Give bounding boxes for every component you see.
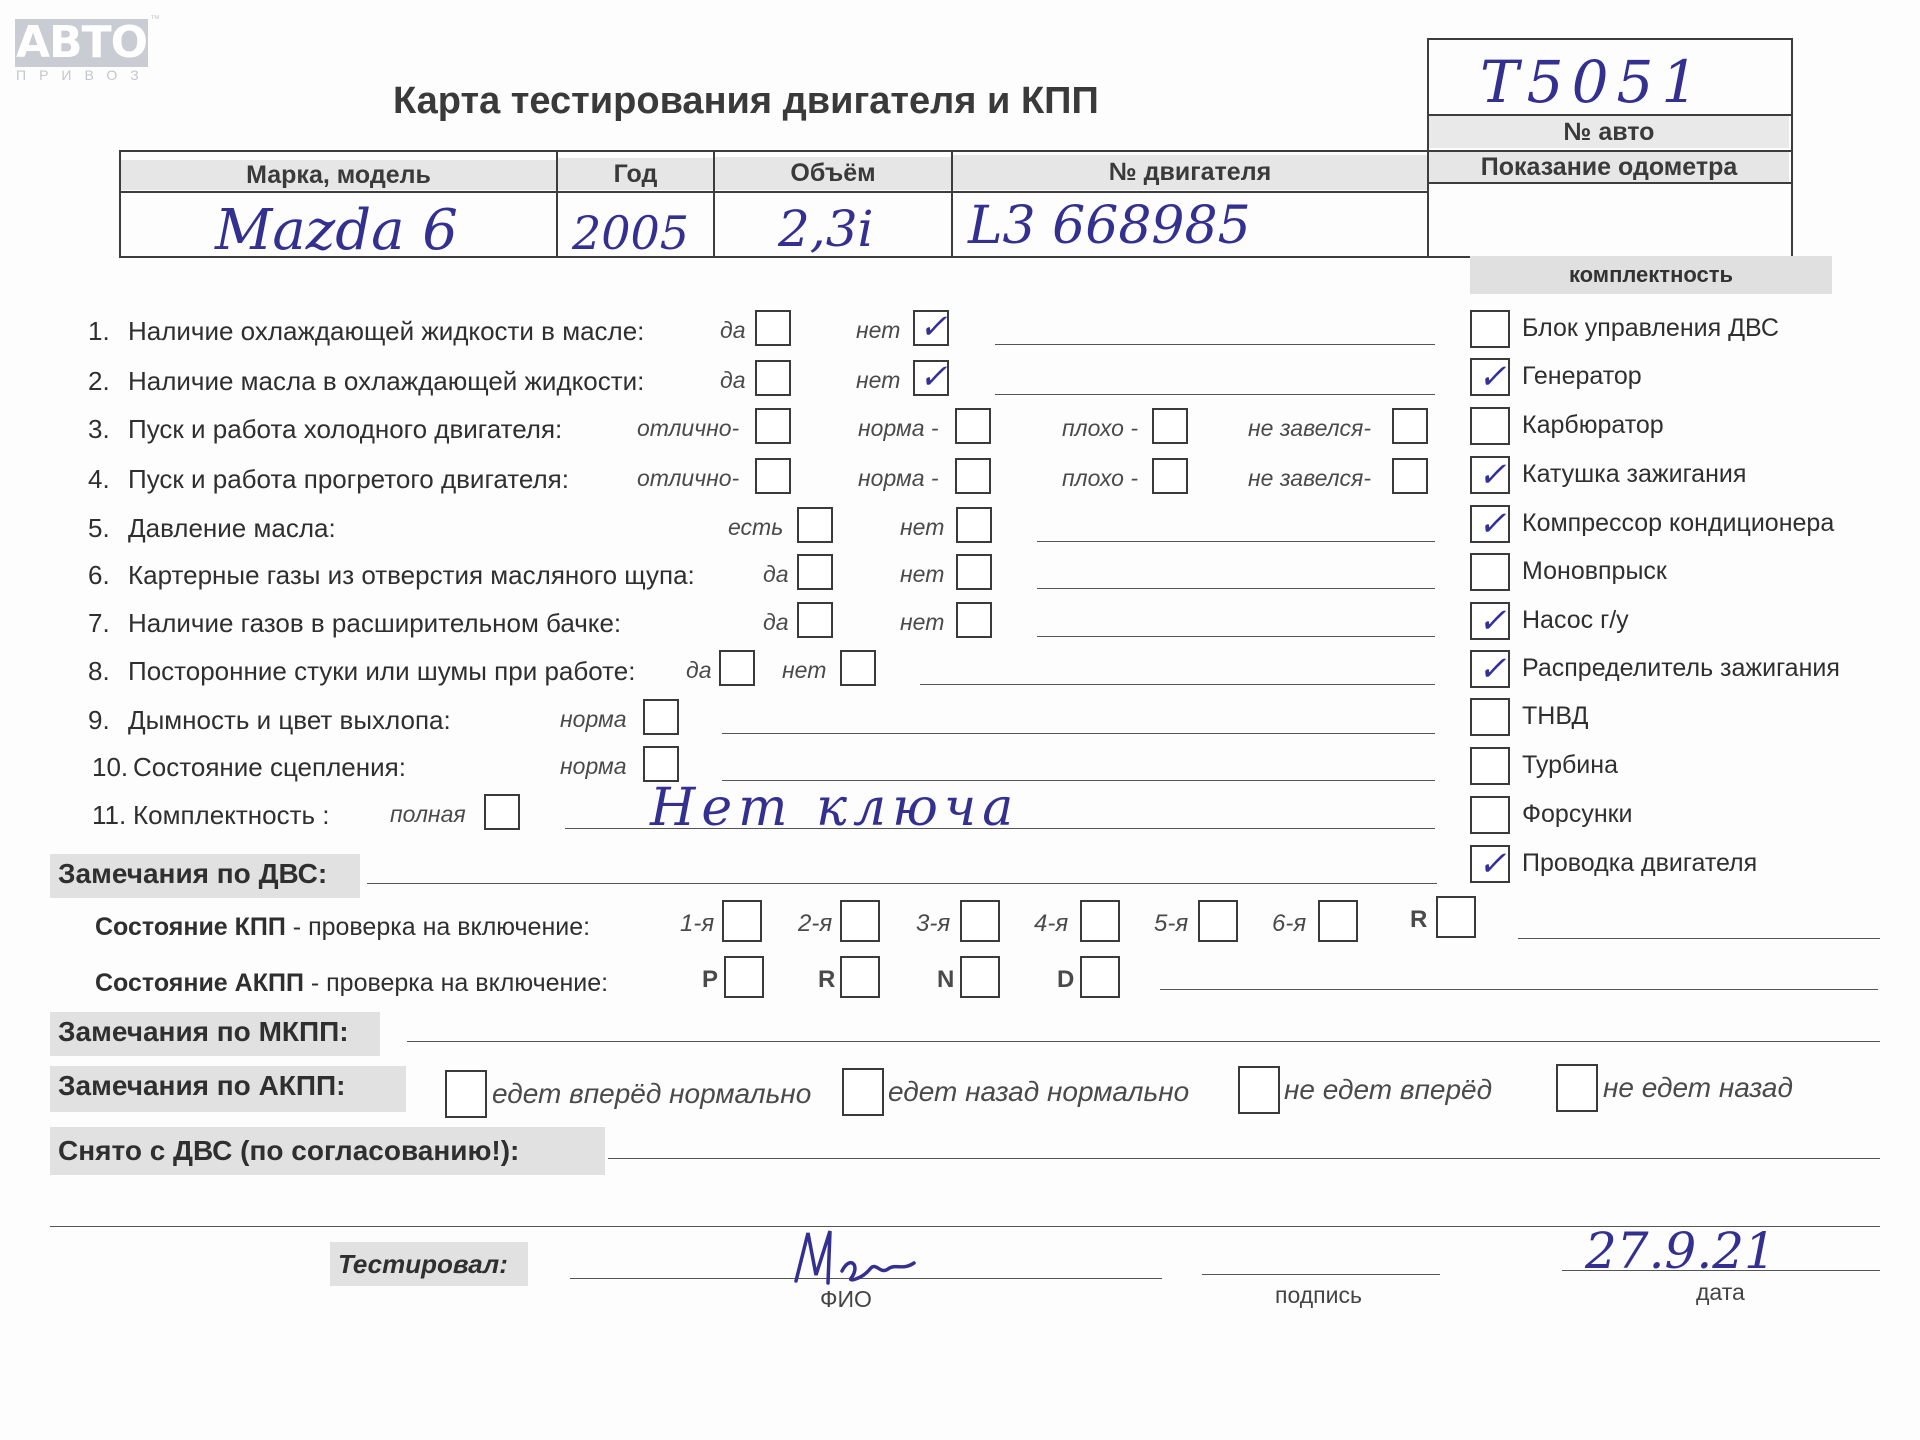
- question-number: 4.: [88, 464, 110, 494]
- volume-value: 2,3і: [778, 200, 874, 258]
- question-text: Посторонние стуки или шумы при работе:: [128, 656, 636, 686]
- question-number: 5.: [88, 513, 110, 543]
- mkpp-remarks-line[interactable]: [407, 1041, 1880, 1042]
- kpp-gear-label: 4-я: [1034, 910, 1069, 937]
- akpp-remark-label: не едет вперёд: [1284, 1074, 1493, 1105]
- option-label: да: [686, 657, 712, 683]
- question-text: Пуск и работа холодного двигателя:: [128, 414, 563, 444]
- komplektnost-label: Турбина: [1522, 751, 1618, 779]
- option-label: отлично-: [637, 465, 740, 491]
- akpp-remark-checkbox[interactable]: [1556, 1064, 1598, 1112]
- akpp-gear-checkbox[interactable]: [1080, 956, 1120, 998]
- komplektnost-checkbox[interactable]: [1470, 698, 1510, 736]
- question-number: 6.: [88, 560, 110, 590]
- komplektnost-label: Проводка двигателя: [1522, 849, 1758, 877]
- option-label: да: [763, 561, 789, 587]
- option-label: есть: [728, 514, 784, 540]
- question-number: 8.: [88, 656, 110, 686]
- question-text: Состояние сцепления:: [133, 752, 406, 782]
- option-label: плохо -: [1062, 415, 1138, 441]
- komplektnost-label: Распределитель зажигания: [1522, 654, 1840, 682]
- kpp-label-rest: - проверка на включение:: [285, 913, 591, 941]
- kpp-gear-label: 5-я: [1154, 910, 1189, 937]
- engine-label: № двигателя: [953, 155, 1427, 190]
- brand-value: Mazda 6: [215, 198, 458, 263]
- sign-caption: подпись: [1275, 1282, 1362, 1308]
- komplektnost-checkbox[interactable]: [1470, 407, 1510, 445]
- volume-label: Объём: [715, 157, 951, 190]
- komplektnost-label: Насос г/у: [1522, 606, 1629, 634]
- question-number: 3.: [88, 414, 110, 444]
- komplektnost-checkbox[interactable]: [1470, 747, 1510, 785]
- option-checkbox[interactable]: [956, 554, 992, 590]
- logo: АВТО: [15, 17, 147, 68]
- komplektnost-check-mark: ✓: [1478, 357, 1507, 397]
- question-number: 9.: [88, 705, 110, 735]
- akpp-line[interactable]: [1160, 989, 1878, 990]
- option-checkbox[interactable]: [719, 650, 755, 686]
- komplektnost-label: ТНВД: [1522, 702, 1589, 730]
- question-text: Наличие охлаждающей жидкости в масле:: [128, 316, 645, 346]
- option-checkbox[interactable]: [755, 360, 791, 396]
- answer-line[interactable]: [920, 684, 1435, 685]
- akpp-gear-label: D: [1057, 966, 1075, 993]
- akpp-gear-checkbox[interactable]: [840, 956, 880, 998]
- question-note: Нет ключа: [650, 778, 1020, 838]
- option-checkbox[interactable]: [1152, 458, 1188, 494]
- option-checkbox[interactable]: [755, 408, 791, 444]
- kpp-gear-label: 2-я: [798, 910, 833, 937]
- kpp-gear-label: 3-я: [916, 910, 951, 937]
- akpp-remarks-label: Замечания по АКПП:: [50, 1066, 406, 1112]
- answer-line[interactable]: [1037, 541, 1435, 542]
- option-checkbox[interactable]: [643, 699, 679, 735]
- akpp-label: [95, 969, 608, 998]
- komplektnost-label: Генератор: [1522, 362, 1642, 390]
- check-mark: ✓: [919, 357, 948, 397]
- option-checkbox[interactable]: [643, 746, 679, 782]
- kpp-gear-checkbox[interactable]: [1436, 896, 1476, 938]
- check-mark: ✓: [919, 307, 948, 347]
- option-checkbox[interactable]: [1152, 408, 1188, 444]
- option-label: нет: [782, 657, 827, 683]
- question-text: Картерные газы из отверстия масляного щупа:: [128, 560, 695, 590]
- auto-number-value: T5051: [1480, 48, 1707, 116]
- kpp-label-bold: Состояние КПП: [95, 913, 286, 941]
- answer-line[interactable]: [1037, 636, 1435, 637]
- option-label: нет: [856, 317, 901, 343]
- option-label: не завелся-: [1248, 465, 1372, 491]
- answer-line[interactable]: [1037, 588, 1435, 589]
- question-number: 1.: [88, 316, 110, 346]
- kpp-label: [95, 913, 590, 942]
- kpp-gear-checkbox[interactable]: [722, 900, 762, 942]
- date-caption: дата: [1696, 1279, 1745, 1305]
- akpp-gear-label: P: [702, 966, 719, 993]
- question-number: 10.: [92, 752, 129, 782]
- question-number: 2.: [88, 366, 110, 396]
- akpp-remark-checkbox[interactable]: [1238, 1066, 1280, 1114]
- komplektnost-check-mark: ✓: [1478, 455, 1507, 495]
- question-text: Наличие масла в охлаждающей жидкости:: [128, 366, 645, 396]
- kpp-gear-checkbox[interactable]: [1318, 900, 1358, 942]
- option-checkbox[interactable]: [484, 794, 520, 830]
- akpp-gear-label: N: [937, 966, 955, 993]
- question-text: Дымность и цвет выхлопа:: [128, 705, 451, 735]
- fio-signature-drawing: [790, 1225, 930, 1287]
- fio-signature: [790, 1225, 930, 1292]
- komplektnost-label: Форсунки: [1522, 800, 1633, 828]
- option-label: нет: [900, 609, 945, 635]
- option-label: нет: [900, 514, 945, 540]
- odometer-label: Показание одометра: [1429, 152, 1789, 182]
- question-text: Комплектность :: [133, 800, 330, 830]
- kpp-gear-checkbox[interactable]: [1198, 900, 1238, 942]
- akpp-gear-label: R: [818, 966, 836, 993]
- komplektnost-check-mark: ✓: [1478, 649, 1507, 689]
- option-label: да: [720, 317, 746, 343]
- option-label: да: [720, 367, 746, 393]
- akpp-gear-checkbox[interactable]: [960, 956, 1000, 998]
- akpp-remark-label: не едет назад: [1603, 1072, 1793, 1103]
- option-label: норма -: [858, 465, 939, 491]
- kpp-gear-checkbox[interactable]: [960, 900, 1000, 942]
- option-checkbox[interactable]: [1392, 408, 1428, 444]
- question-text: Давление масла:: [128, 513, 336, 543]
- kpp-gear-checkbox[interactable]: [1080, 900, 1120, 942]
- option-label: да: [763, 609, 789, 635]
- option-label: норма: [560, 753, 627, 779]
- logo-subtitle: ПРИВОЗ: [16, 67, 152, 83]
- option-checkbox[interactable]: [840, 650, 876, 686]
- option-label: норма -: [858, 415, 939, 441]
- kpp-gear-checkbox[interactable]: [840, 900, 880, 942]
- auto-number-label: № авто: [1429, 116, 1789, 148]
- removed-label: Снято с ДВС (по согласованию!):: [50, 1127, 605, 1175]
- question-text: Пуск и работа прогретого двигателя:: [128, 464, 569, 494]
- removed-line[interactable]: [608, 1158, 1880, 1159]
- option-label: не завелся-: [1248, 415, 1372, 441]
- komplektnost-title: комплектность: [1470, 256, 1832, 294]
- option-checkbox[interactable]: [755, 458, 791, 494]
- option-checkbox[interactable]: [956, 507, 992, 543]
- akpp-gear-checkbox[interactable]: [724, 956, 764, 998]
- kpp-gear-label: 1-я: [680, 910, 715, 937]
- komplektnost-checkbox[interactable]: [1470, 310, 1510, 348]
- komplektnost-check-mark: ✓: [1478, 844, 1507, 884]
- option-label: полная: [390, 801, 466, 827]
- option-label: отлично-: [637, 415, 740, 441]
- question-number: 7.: [88, 608, 110, 638]
- kpp-gear-label: 6-я: [1272, 910, 1307, 937]
- option-checkbox[interactable]: [1392, 458, 1428, 494]
- option-checkbox[interactable]: [956, 602, 992, 638]
- komplektnost-checkbox[interactable]: [1470, 796, 1510, 834]
- question-text: Наличие газов в расширительном бачке:: [128, 608, 622, 638]
- komplektnost-label: Моновпрыск: [1522, 557, 1667, 585]
- akpp-remark-label: едет назад нормально: [888, 1076, 1190, 1107]
- kpp-gear-label: R: [1410, 906, 1428, 933]
- option-checkbox[interactable]: [797, 554, 833, 590]
- akpp-remark-checkbox[interactable]: [842, 1068, 884, 1116]
- question-number: 11.: [92, 800, 127, 830]
- page-title: Карта тестирования двигателя и КПП: [393, 80, 1099, 122]
- komplektnost-check-mark: ✓: [1478, 504, 1507, 544]
- year-label: Год: [558, 158, 713, 190]
- komplektnost-checkbox[interactable]: [1470, 553, 1510, 591]
- answer-line[interactable]: [722, 733, 1435, 734]
- akpp-remark-checkbox[interactable]: [445, 1070, 487, 1118]
- option-checkbox[interactable]: [797, 602, 833, 638]
- akpp-label-rest: - проверка на включение:: [303, 969, 609, 997]
- answer-line[interactable]: [995, 394, 1435, 395]
- option-label: норма: [560, 706, 627, 732]
- tested-label: Тестировал:: [330, 1242, 528, 1286]
- option-checkbox[interactable]: [797, 507, 833, 543]
- mkpp-remarks-label: Замечания по МКПП:: [50, 1012, 380, 1056]
- option-label: нет: [900, 561, 945, 587]
- option-label: нет: [856, 367, 901, 393]
- akpp-remark-label: едет вперёд нормально: [492, 1078, 812, 1109]
- komplektnost-label: Карбюратор: [1522, 411, 1664, 439]
- date-value: 27.9.21: [1585, 1222, 1776, 1280]
- odometer-divider: [1429, 182, 1791, 184]
- option-checkbox[interactable]: [955, 408, 991, 444]
- komplektnost-label: Катушка зажигания: [1522, 460, 1747, 488]
- fio-caption: ФИО: [820, 1286, 872, 1312]
- kpp-line[interactable]: [1518, 938, 1880, 939]
- logo-trademark: ™: [150, 14, 160, 25]
- header-table-divider: [119, 191, 1429, 193]
- dvs-remarks-label: Замечания по ДВС:: [50, 854, 360, 898]
- year-value: 2005: [572, 206, 690, 260]
- sign-line[interactable]: [1202, 1274, 1440, 1275]
- komplektnost-label: Компрессор кондиционера: [1522, 509, 1835, 537]
- brand-label: Марка, модель: [121, 160, 556, 190]
- akpp-label-bold: Состояние АКПП: [95, 969, 304, 997]
- komplektnost-check-mark: ✓: [1478, 601, 1507, 641]
- komplektnost-label: Блок управления ДВС: [1522, 314, 1779, 342]
- option-checkbox[interactable]: [755, 310, 791, 346]
- dvs-remarks-line[interactable]: [367, 883, 1437, 884]
- engine-value: L3 668985: [968, 196, 1251, 256]
- option-label: плохо -: [1062, 465, 1138, 491]
- option-checkbox[interactable]: [955, 458, 991, 494]
- answer-line[interactable]: [995, 344, 1435, 345]
